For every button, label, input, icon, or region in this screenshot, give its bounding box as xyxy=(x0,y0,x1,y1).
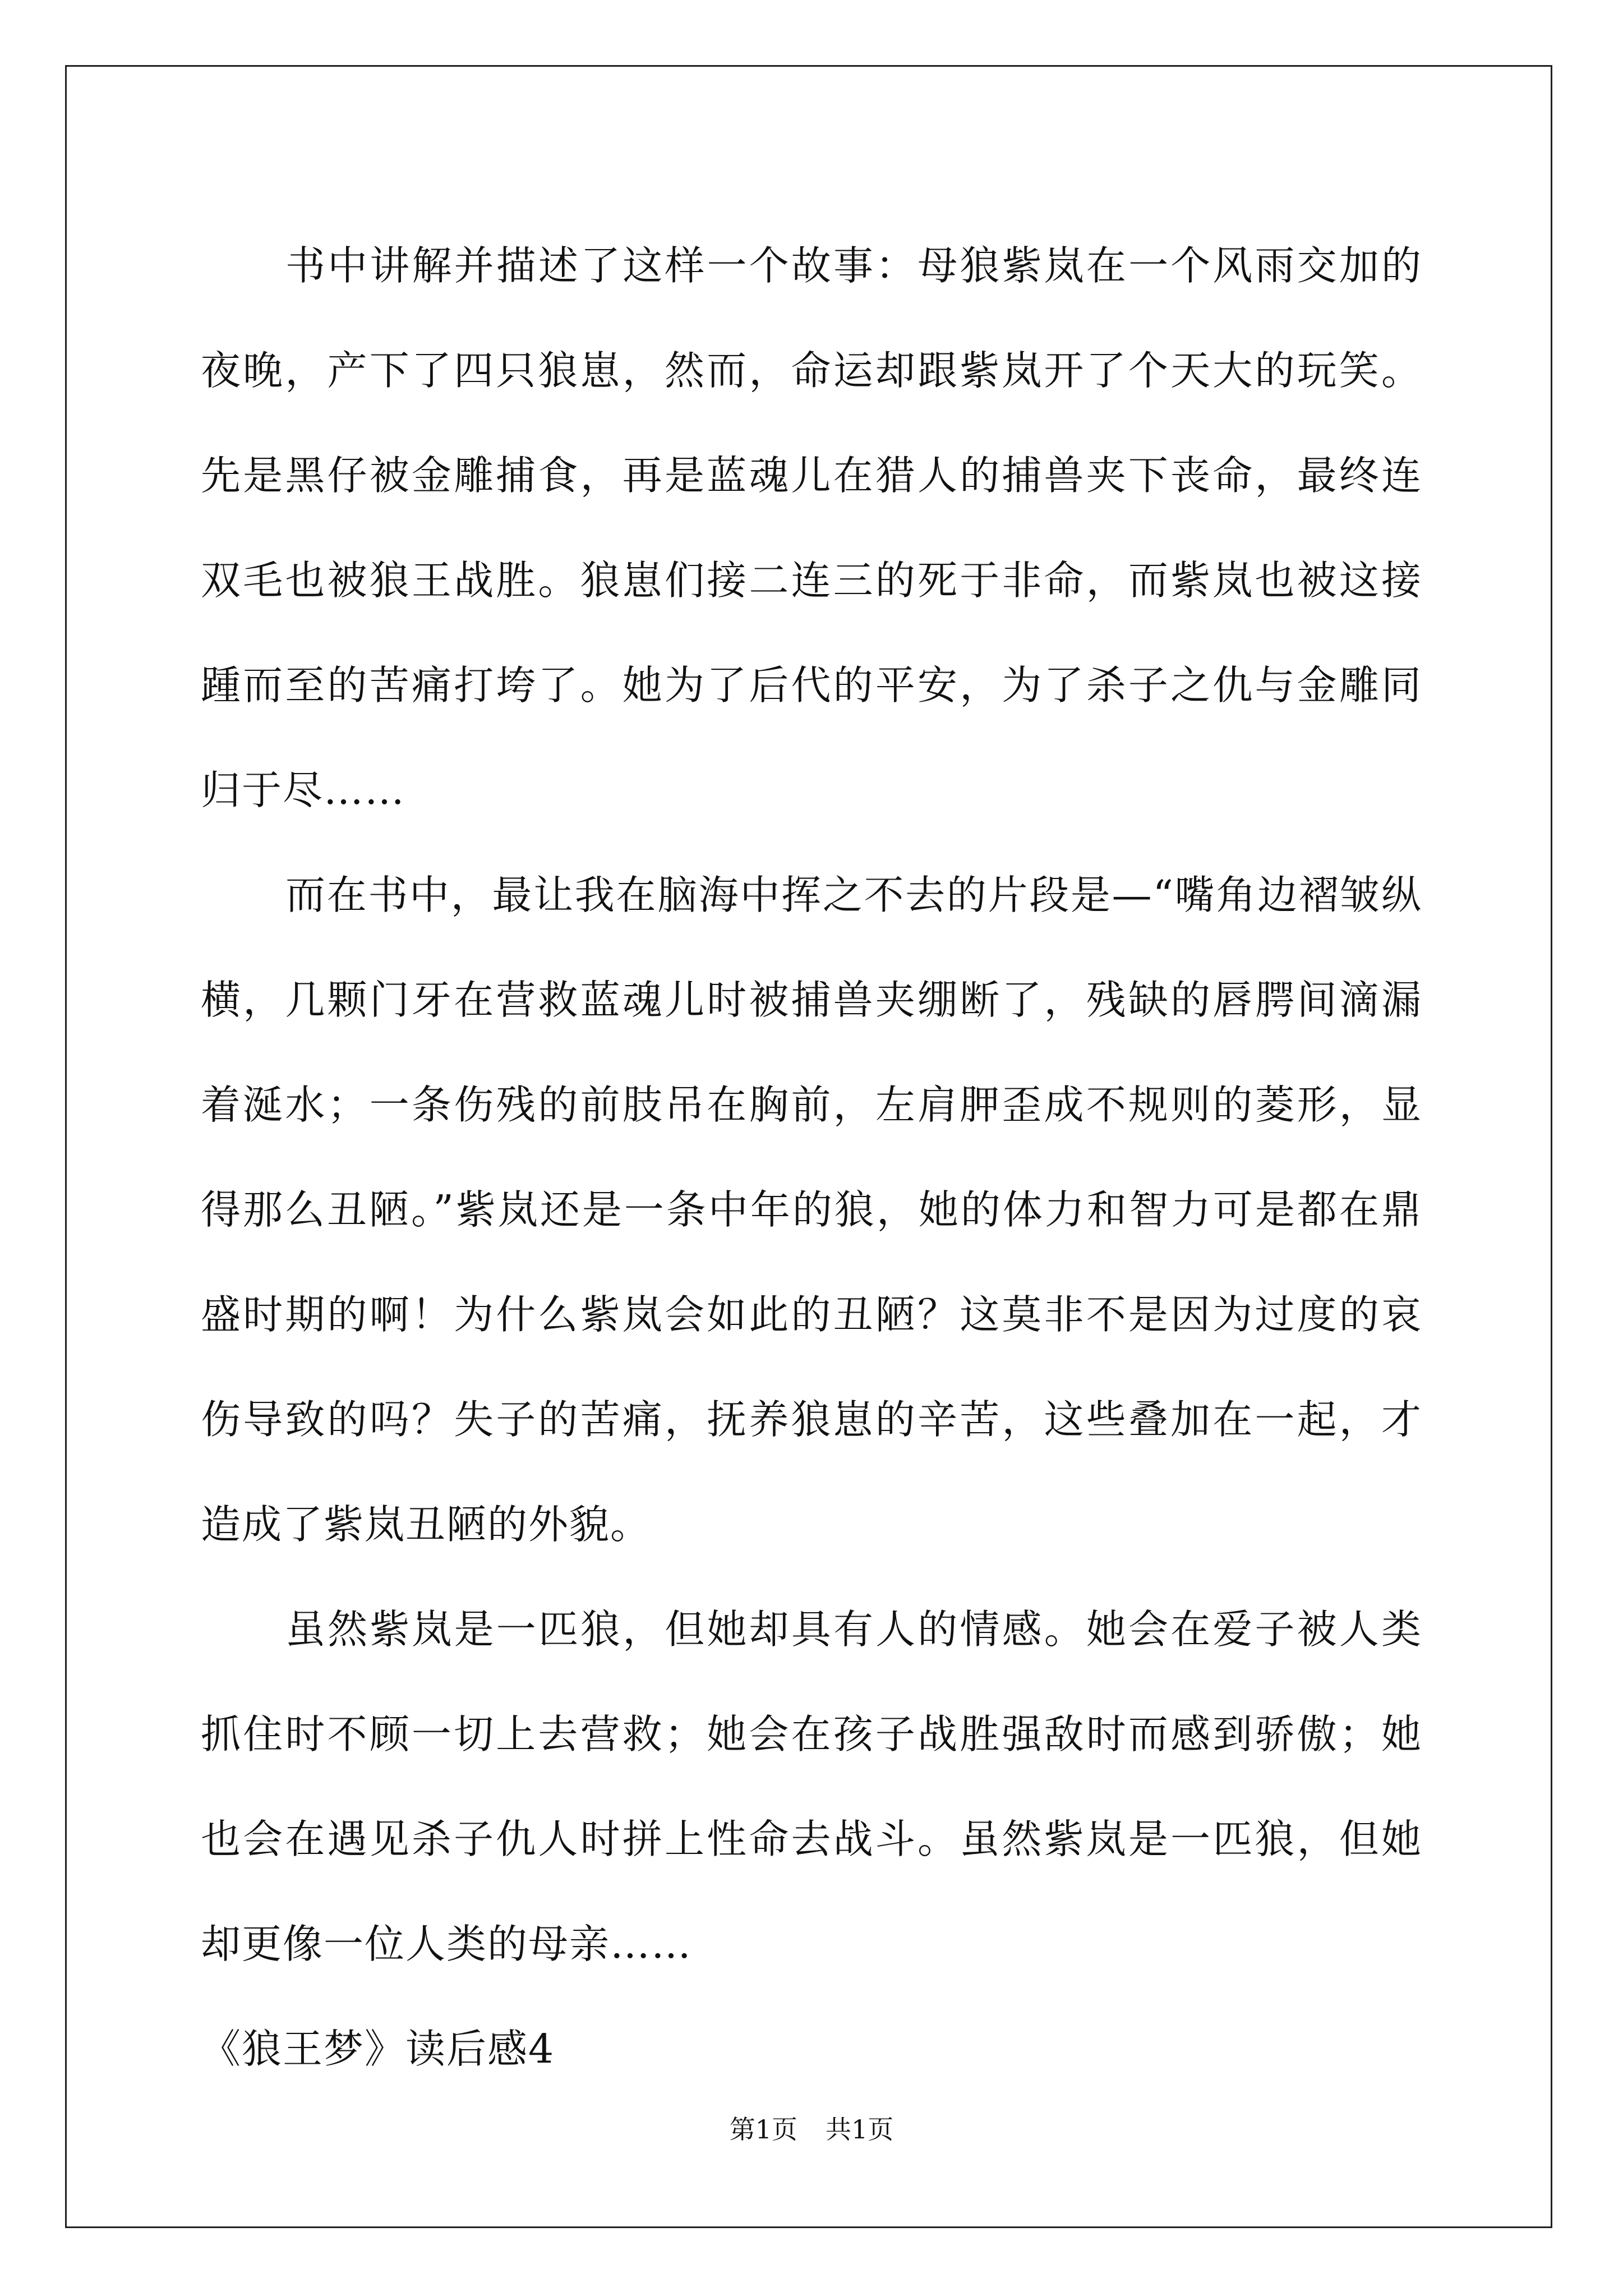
paragraph-3: 虽然紫岚是一匹狼，但她却具有人的情感。她会在爱子被人类抓住时不顾一切上去营救；她会在孩子战胜强敌时而感到骄傲；她也会在遇见杀子仇人时拼上性命去战斗。虽然紫岚是一匹狼，但她却更像一位人类的母亲…… xyxy=(201,1606,1422,1967)
page-footer xyxy=(0,2113,1623,2146)
paragraph-1: 书中讲解并描述了这样一个故事：母狼紫岚在一个风雨交加的夜晚，产下了四只狼崽，然而，命运却跟紫岚开了个天大的玩笑。先是黑仔被金雕捕食，再是蓝魂儿在猎人的捕兽夹下丧命，最终连双毛也被狼王战胜。狼崽们接二连三的死于非命，而紫岚也被这接踵而至的苦痛打垮了。她为了后代的平安，为了杀子之仇与金雕同归于尽…… xyxy=(201,242,1422,813)
page-number-current: 第1页 xyxy=(729,2114,797,2145)
paragraph-2: 而在书中，最让我在脑海中挥之不去的片段是—“嘴角边褶皱纵横，几颗门牙在营救蓝魂儿时被捕兽夹绷断了，残缺的唇腭间滴漏着涎水；一条伤残的前肢吊在胸前，左肩胛歪成不规则的菱形，显得那么丑陋。”紫岚还是一条中年的狼，她的体力和智力可是都在鼎盛时期的啊！为什么紫岚会如此的丑陋？这莫非不是因为过度的哀伤导致的吗？失子的苦痛，抚养狼崽的辛苦，这些叠加在一起，才造成了紫岚丑陋的外貌。 xyxy=(201,872,1422,1548)
section-heading: 《狼王梦》读后感4 xyxy=(201,2026,555,2072)
document-body xyxy=(201,213,1422,2101)
page-number-total: 共1页 xyxy=(826,2114,894,2145)
